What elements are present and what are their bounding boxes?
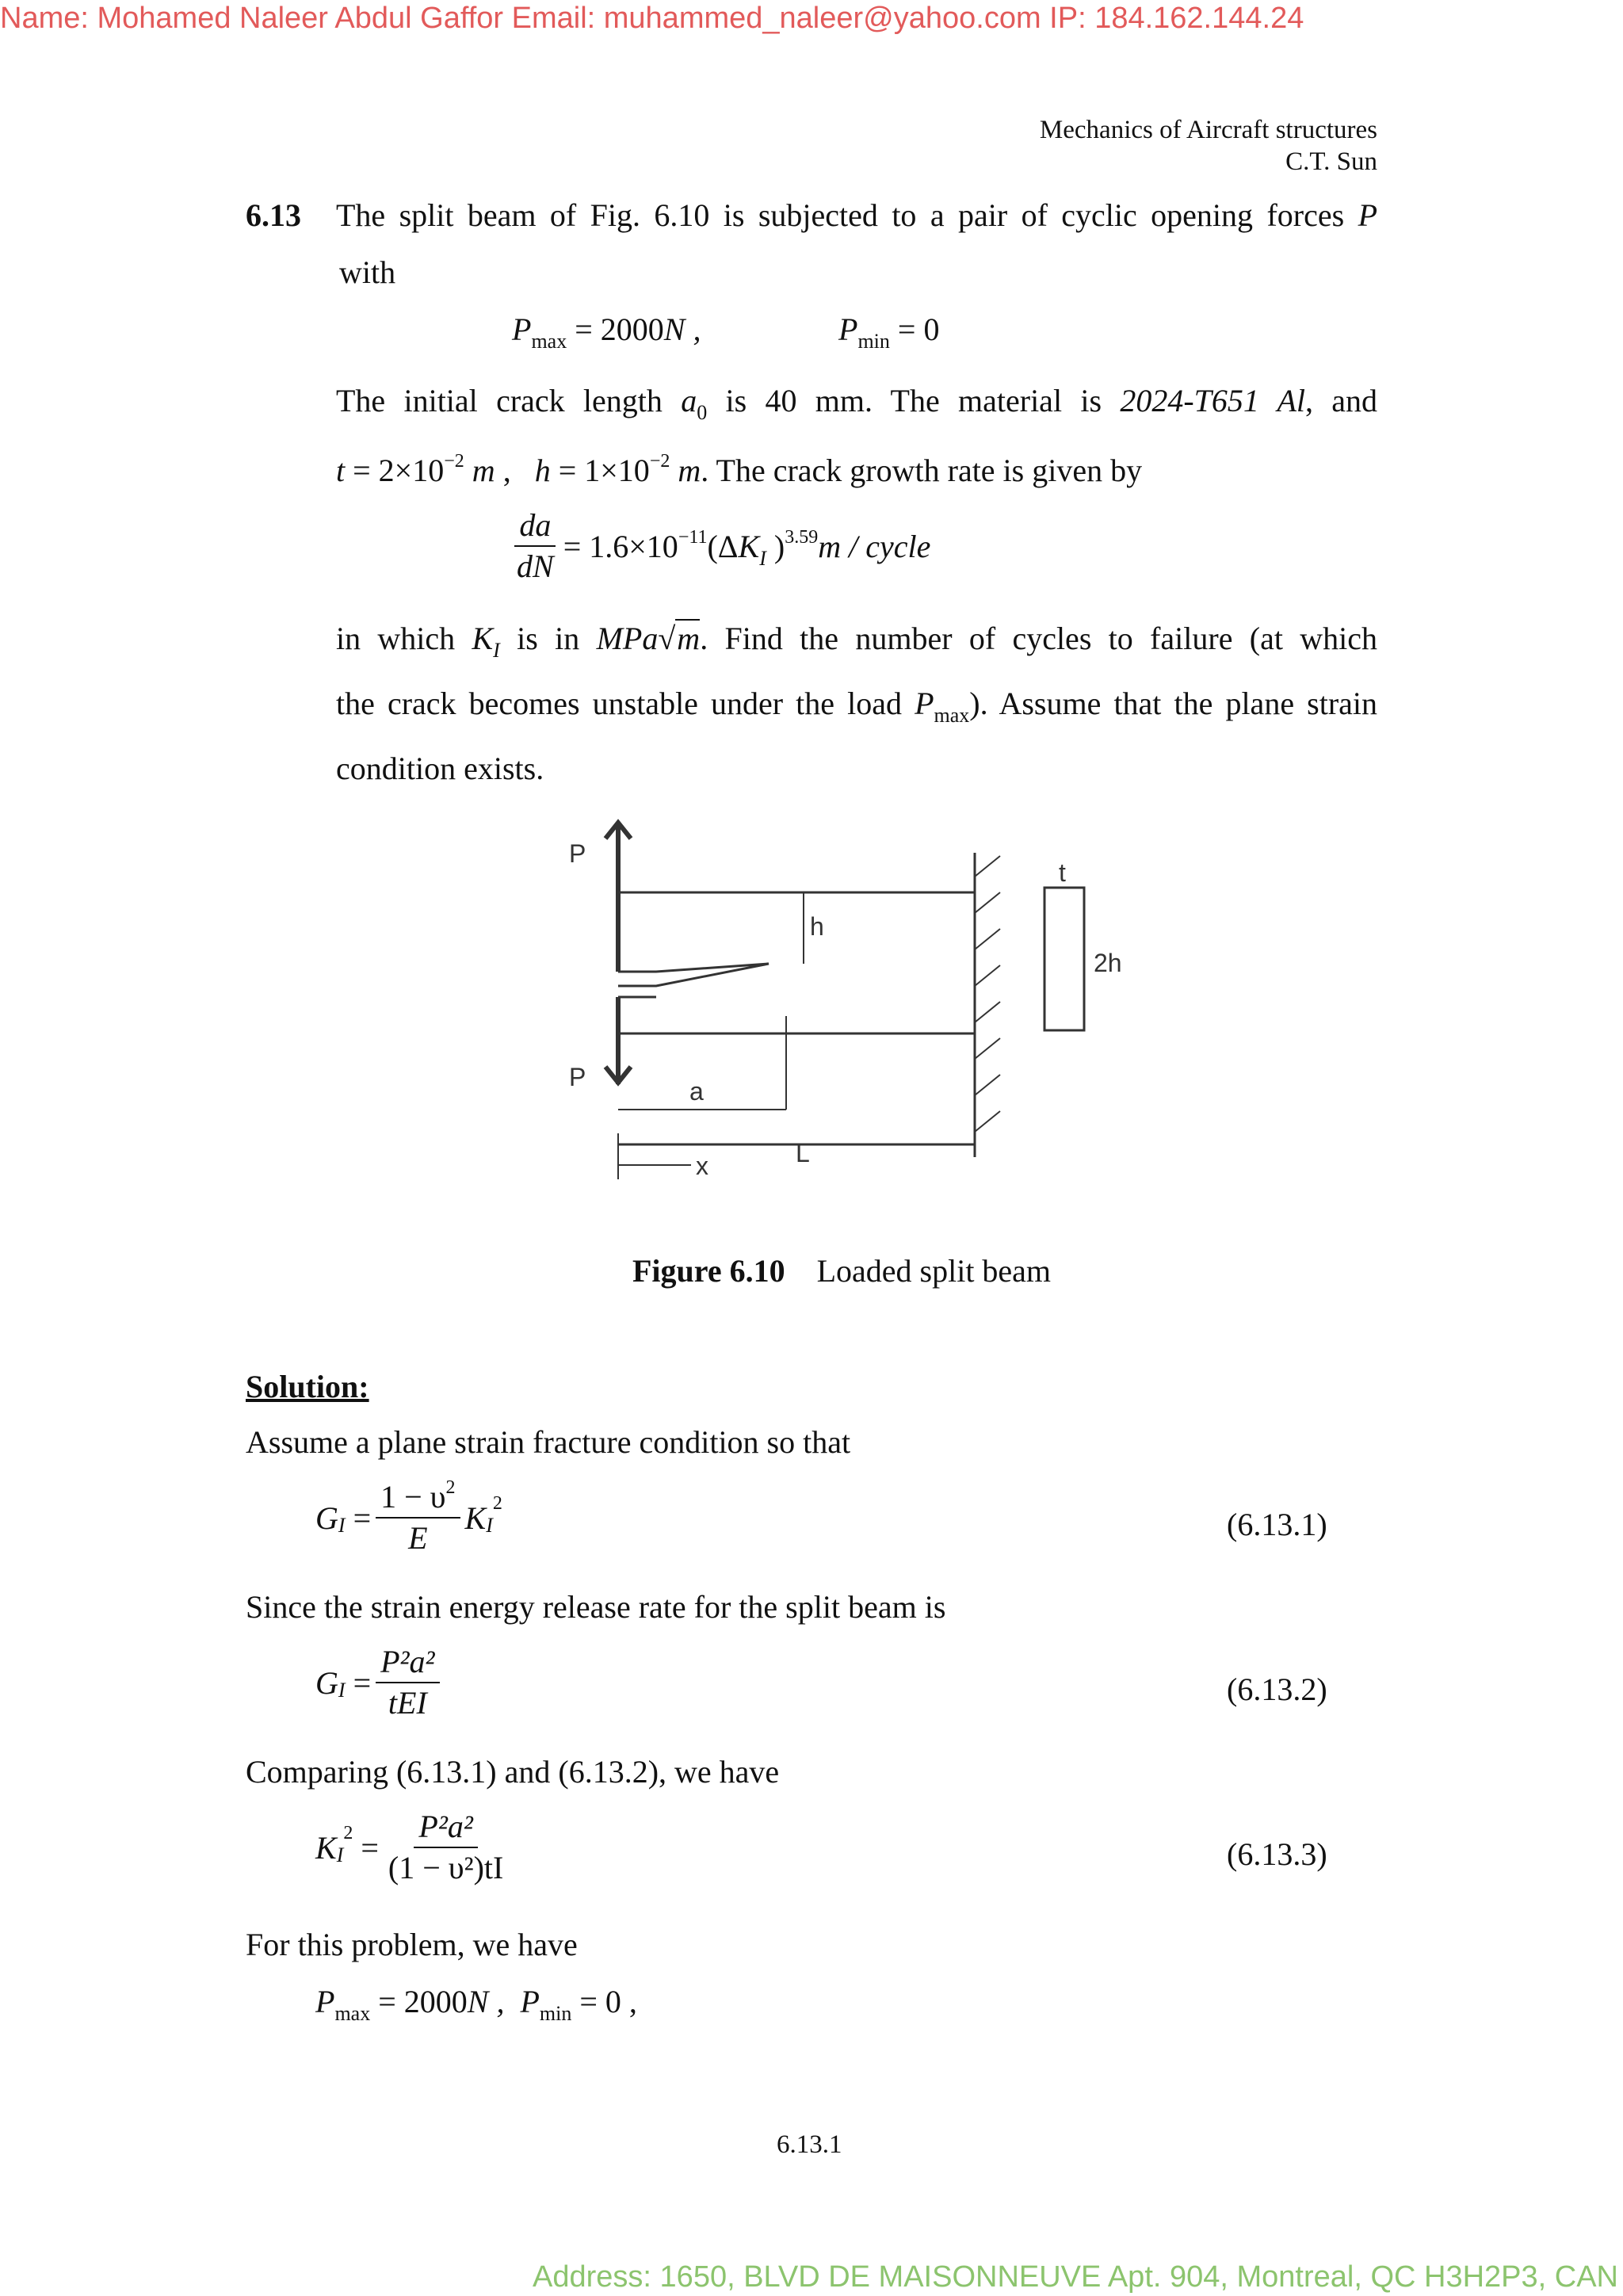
cross-section [1044, 888, 1084, 1030]
eq-final-loads: $P_{max} = 2000N$ , $P_{min} = 0$ , [315, 1984, 637, 2025]
solution-intro: Assume a plane strain fracture condition so that [246, 1424, 851, 1460]
label-force-top: P [569, 839, 586, 868]
solution-since: Since the strain energy release rate for the split beam is [246, 1589, 946, 1625]
problem-units-line: in which $K_I$ is in MPa√m. Find the number of cycles to failure (at which [336, 621, 1378, 662]
eq-6-13-2: G I = $\frac{\text{P²a²}}{\text{tEI}}$ [315, 1644, 445, 1721]
label-L: L [796, 1139, 810, 1167]
crack-wedge [618, 964, 769, 986]
header-book-title: Mechanics of Aircraft structures [1039, 116, 1377, 144]
label-a: a [689, 1077, 704, 1106]
problem-unstable-line: the crack becomes unstable under the load $P_{max}$). Assume that the plane strain [336, 686, 1378, 727]
split-beam-figure [555, 816, 1157, 1197]
eq-pmax: $P_{max} = 2000N$ , [512, 311, 701, 353]
watermark-bottom: Address: 1650, BLVD DE MAISONNEUVE Apt. 904, Montreal, QC H3H2P3, CAN [533, 2260, 1618, 2294]
label-force-bottom: P [569, 1063, 586, 1091]
figure-caption: Figure 6.10 Loaded split beam [632, 1253, 1052, 1289]
page-number: 6.13.1 [777, 2130, 842, 2159]
problem-condition-line: condition exists. [336, 751, 544, 786]
watermark-top: Name: Mohamed Naleer Abdul Gaffor Email: muhammed_naleer@yahoo.com IP: 184.162.144.24 [0, 2, 1304, 35]
label-2h: 2h [1094, 949, 1122, 977]
eq-number-1: (6.13.1) [1227, 1507, 1327, 1542]
eq-number-2: (6.13.2) [1227, 1671, 1327, 1707]
eq-growth-rate: $\frac{da}{dN}$ = $1.6\times 10^{-11}(\Delta K_I$ )$^{3.59}$m / cycle [507, 507, 930, 585]
label-x: x [696, 1152, 708, 1180]
wall-hatching [975, 856, 1000, 1132]
eq-pmin: $P_{min} = 0$ [838, 311, 940, 353]
problem-crack-line: The initial crack length $a_0$ is 40 mm. The material is 2024-T651 Al, and [336, 383, 1378, 424]
eq-6-13-3: K I 2 = $\frac{\text{P²a²}}{\text{(1 − υ²)tI}}$ [315, 1809, 504, 1885]
problem-number: 6.13 [246, 197, 301, 233]
header-author: C.T. Sun [1285, 147, 1377, 176]
eq-6-13-1: G I = $\frac{1 - \upsilon^2}{E}$ K I 2 [315, 1477, 502, 1556]
problem-line-2: with [339, 254, 396, 290]
solution-comparing: Comparing (6.13.1) and (6.13.2), we have [246, 1754, 780, 1790]
label-t: t [1059, 858, 1066, 887]
solution-for-this: For this problem, we have [246, 1927, 578, 1962]
label-h: h [810, 912, 824, 941]
solution-heading: Solution: [246, 1369, 369, 1404]
eq-number-3: (6.13.3) [1227, 1836, 1327, 1872]
problem-line-1: The split beam of Fig. 6.10 is subjected to a pair of cyclic opening forces P [336, 197, 1378, 233]
problem-thickness-line: $t = 2\times 10^{-2}$ m , $h = 1\times 10^{-2}$ m. The crack growth rate is given by [336, 451, 1143, 488]
